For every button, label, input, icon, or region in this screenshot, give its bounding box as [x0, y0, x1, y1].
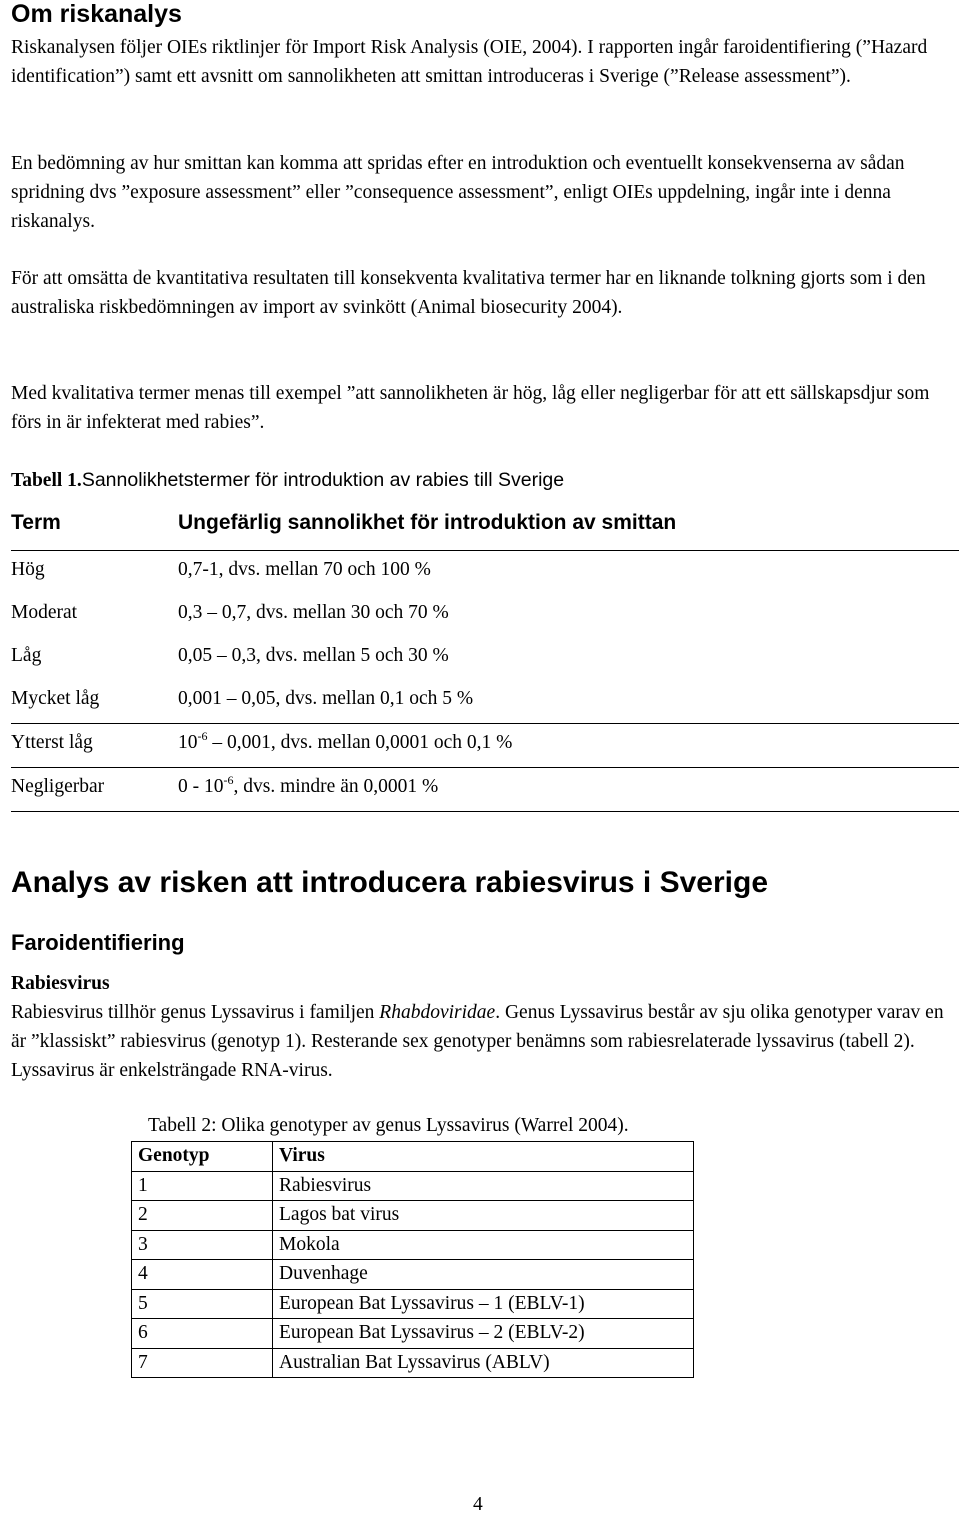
genotype-table [131, 1141, 694, 1378]
section-title: Om riskanalys [11, 0, 182, 28]
table-row [11, 680, 959, 724]
probability-base: 10 [178, 732, 198, 753]
table-row [132, 1319, 694, 1349]
term-cell: Låg [11, 645, 42, 666]
table-row [11, 768, 959, 812]
paragraph-quantitative: För att omsätta de kvantitativa resultaten till konsekventa kvalitativa termer har en liknande tolkning gjorts som i den australiska riskbedömningen av import av svinkött (Animal biosecurity 2004). [11, 268, 926, 318]
term-cell: Ytterst låg [11, 732, 93, 753]
virus-cell: European Bat Lyssavirus – 2 (EBLV-2) [273, 1319, 694, 1349]
table1-caption-label: Tabell 1. [11, 470, 82, 491]
genotype-cell: 6 [132, 1319, 273, 1349]
rabies-text-family: Rhabdoviridae [379, 1002, 496, 1023]
paragraph-rabiesvirus [11, 998, 951, 1085]
probability-cell: 0,05 – 0,3, dvs. mellan 5 och 30 % [178, 645, 449, 666]
page-number: 4 [473, 1494, 483, 1515]
table-row [132, 1348, 694, 1378]
virus-cell: Lagos bat virus [273, 1201, 694, 1231]
table-row [11, 637, 959, 680]
probability-cell: 0,001 – 0,05, dvs. mellan 0,1 och 5 % [178, 688, 474, 709]
probability-base: 0 - 10 [178, 776, 224, 797]
table1-header [11, 506, 959, 551]
table2-header-virus: Virus [273, 1142, 694, 1172]
term-cell: Moderat [11, 602, 78, 623]
table1-header-probability: Ungefärlig sannolikhet för introduktion av smittan [178, 511, 677, 534]
virus-cell: European Bat Lyssavirus – 1 (EBLV-1) [273, 1289, 694, 1319]
probability-rest: , dvs. mindre än 0,0001 % [233, 776, 439, 797]
probability-cell: 0,7-1, dvs. mellan 70 och 100 % [178, 559, 431, 580]
table2-caption: Tabell 2: Olika genotyper av genus Lyssavirus (Warrel 2004). [148, 1115, 629, 1136]
genotype-cell: 1 [132, 1171, 273, 1201]
rabies-text-part1: Rabiesvirus tillhör genus Lyssavirus i familjen [11, 1002, 380, 1023]
virus-cell: Duvenhage [273, 1260, 694, 1290]
term-cell: Mycket låg [11, 688, 100, 709]
table-row [11, 551, 959, 594]
table-row [132, 1171, 694, 1201]
probability-rest: – 0,001, dvs. mellan 0,0001 och 0,1 % [207, 732, 513, 753]
virus-cell: Mokola [273, 1230, 694, 1260]
probability-exponent: -6 [197, 729, 208, 743]
genotype-cell: 2 [132, 1201, 273, 1231]
table1-header-term: Term [11, 511, 61, 534]
table-row [132, 1260, 694, 1290]
main-heading: Analys av risken att introducera rabiesvirus i Sverige [11, 866, 769, 899]
term-cell: Negligerbar [11, 776, 105, 797]
table2-header [132, 1142, 694, 1172]
probability-cell [178, 773, 439, 798]
probability-exponent: -6 [223, 773, 234, 787]
small-heading: Rabiesvirus [11, 973, 110, 994]
virus-cell: Rabiesvirus [273, 1171, 694, 1201]
genotype-cell: 5 [132, 1289, 273, 1319]
table-row [132, 1201, 694, 1231]
table-row [11, 594, 959, 637]
paragraph-exposure: En bedömning av hur smittan kan komma att spridas efter en introduktion och eventuellt konsekvenserna av sådan spridning dvs ”exposure assessment” eller ”consequence assessment”, enligt OIEs uppdelning, ingår inte i denna riskanalys. [11, 153, 905, 232]
probability-table [11, 506, 959, 812]
table1-caption-text: Sannolikhetstermer för introduktion av rabies till Sverige [81, 469, 565, 491]
table-row [11, 724, 959, 768]
genotype-cell: 4 [132, 1260, 273, 1290]
paragraph-qualitative: Med kvalitativa termer menas till exempel ”att sannolikheten är hög, låg eller negligerbar för att ett sällskapsdjur som förs in är infekterat med rabies”. [11, 383, 930, 433]
term-cell: Hög [11, 559, 45, 580]
table1-caption [11, 466, 564, 495]
rabies-text-part2: . Genus Lyssavirus består av sju olika genotyper varav en är ”klassiskt” rabiesvirus (genotyp 1). Resterande sex genotyper benämns som rabiesrelaterade lyssavirus (tabell 2). Lyssavirus är enkelsträngade RNA-virus. [11, 1002, 944, 1081]
virus-cell: Australian Bat Lyssavirus (ABLV) [273, 1348, 694, 1378]
genotype-cell: 7 [132, 1348, 273, 1378]
probability-cell: 0,3 – 0,7, dvs. mellan 30 och 70 % [178, 602, 449, 623]
sub-heading: Faroidentifiering [11, 930, 185, 955]
table-row [132, 1289, 694, 1319]
paragraph-intro: Riskanalysen följer OIEs riktlinjer för Import Risk Analysis (OIE, 2004). I rapporten ingår faroidentifiering (”Hazard identification”) samt ett avsnitt om sannolikheten att smittan introduceras i Sverige (”Release assessment”). [11, 37, 928, 87]
table2-header-genotype: Genotyp [132, 1142, 273, 1172]
table-row [132, 1230, 694, 1260]
probability-cell [178, 729, 513, 754]
genotype-cell: 3 [132, 1230, 273, 1260]
